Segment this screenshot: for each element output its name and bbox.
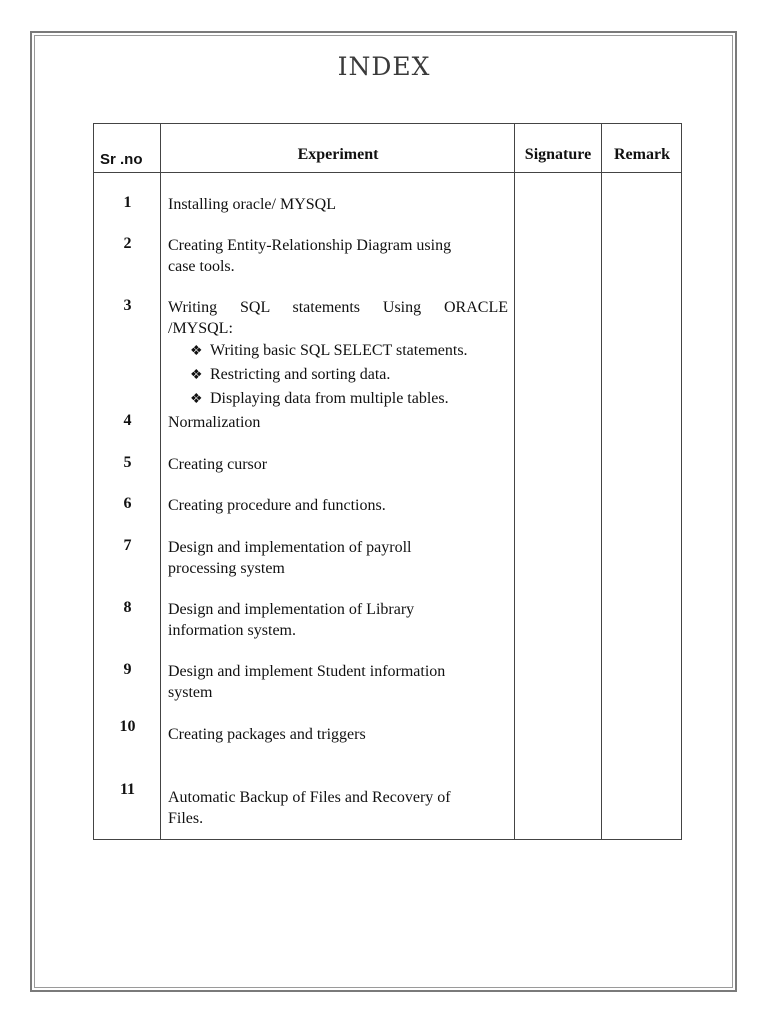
experiment-line: Files. [168, 810, 204, 827]
experiment-line: Normalization [168, 414, 261, 431]
diamond-bullet-icon: ❖ [190, 392, 203, 407]
diamond-bullet-icon: ❖ [190, 344, 203, 359]
experiment-cell [168, 194, 508, 215]
row-number: 7 [123, 537, 132, 554]
experiment-line: information system. [168, 622, 296, 639]
list-item [190, 363, 508, 387]
bullet-text: Displaying data from multiple tables. [210, 390, 449, 407]
experiment-line: Creating cursor [168, 456, 268, 473]
experiment-line: Creating Entity-Relationship Diagram using [168, 237, 452, 254]
row-number: 3 [123, 297, 132, 314]
experiment-line: Design and implementation of payroll [168, 539, 412, 556]
experiment-line: /MYSQL: [168, 320, 233, 337]
list-item [190, 339, 508, 363]
bullet-text: Writing basic SQL SELECT statements. [210, 342, 468, 359]
experiment-line: Design and implementation of Library [168, 601, 415, 618]
experiment-line: Creating procedure and functions. [168, 497, 386, 514]
experiment-cell [168, 787, 508, 829]
row-number: 9 [123, 661, 132, 678]
experiment-line: Automatic Backup of Files and Recovery of [168, 789, 451, 806]
experiment-cell [168, 724, 508, 745]
bullet-text: Restricting and sorting data. [210, 366, 391, 383]
experiment-line: Writing SQL statements Using ORACLE [168, 299, 508, 316]
header-remark: Remark [614, 146, 670, 163]
header-srno: Sr .no [100, 151, 143, 168]
column-divider [514, 124, 515, 839]
header-experiment: Experiment [297, 146, 379, 163]
diamond-bullet-icon: ❖ [190, 368, 203, 383]
experiment-line: Design and implement Student information [168, 663, 446, 680]
experiment-cell [168, 412, 508, 433]
index-table [93, 123, 682, 840]
experiment-line: processing system [168, 560, 285, 577]
experiment-cell [168, 599, 508, 641]
row-number: 1 [123, 194, 132, 211]
experiment-line: system [168, 684, 213, 701]
experiment-cell [168, 537, 508, 579]
bullet-list [168, 339, 508, 411]
header-divider [94, 172, 681, 173]
experiment-line: Installing oracle/ MYSQL [168, 196, 336, 213]
experiment-cell [168, 235, 508, 277]
header-signature: Signature [524, 146, 592, 163]
experiment-cell [168, 454, 508, 475]
list-item [190, 387, 508, 411]
experiment-cell [168, 661, 508, 703]
page-title: INDEX [337, 52, 431, 81]
experiment-line: case tools. [168, 258, 235, 275]
row-number: 8 [123, 599, 132, 616]
column-divider [601, 124, 602, 839]
row-number: 2 [123, 235, 132, 252]
row-number: 10 [119, 718, 136, 735]
experiment-line: Creating packages and triggers [168, 726, 366, 743]
row-number: 11 [119, 781, 136, 798]
row-number: 4 [123, 412, 132, 429]
row-number: 5 [123, 454, 132, 471]
row-number: 6 [123, 495, 132, 512]
experiment-cell [168, 297, 508, 411]
experiment-cell [168, 495, 508, 516]
